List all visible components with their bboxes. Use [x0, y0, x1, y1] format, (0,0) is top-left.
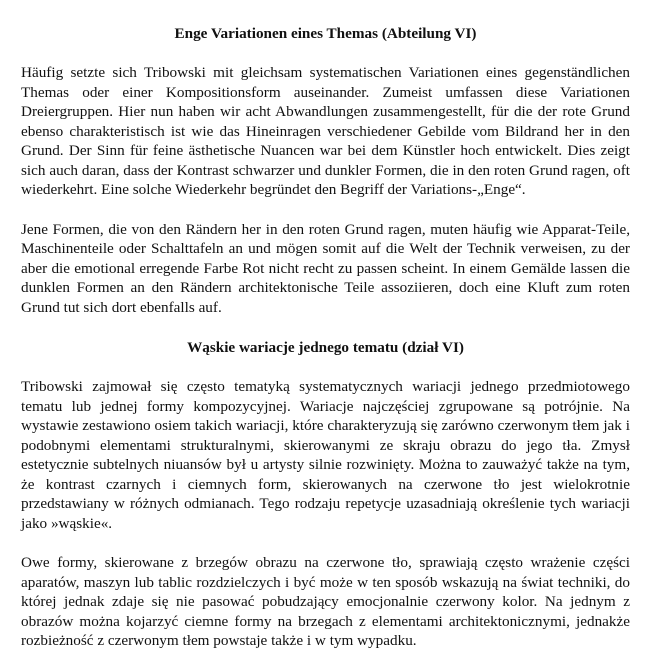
- section-title-polish: Wąskie wariacje jednego tematu (dział VI): [187, 339, 464, 356]
- paragraph-german-2: Jene Formen, die von den Rändern her in den roten Grund ragen, muten häufig wie Apparat-Teile, Maschinenteile oder Schalttafeln an und mögen somit auf die Welt der Technik verweisen, zu der aber die emotional erregende Farbe Rot nicht recht zu passen scheint. In einem Gemälde lassen die dunklen Formen an den Rändern architektonische Teile assoziieren, doch eine Kluft zum roten Grund tut sich dort ebenfalls auf.: [21, 220, 630, 316]
- paragraph-polish-1: Tribowski zajmował się często tematyką systematycznych wariacji jednego przedmiotowego tematu lub jednej formy kompozycyjnej. Wariacje najczęściej zgrupowane są potrójnie. Na wystawie zestawiono osiem takich wariacji, które charakteryzują się zarówno czerwonym tłem jak i podobnymi elementami strukturalnymi, skierowanymi ze skraju obrazu do jego tła. Zmysł estetycznie subtelnych niuansów był u artysty silnie rozwinięty. Można to zauważyć także na tym, że kontrast czarnych i ciemnych form, skierowanych na czerwone tło jest wielokrotnie przedstawiany w różnych odmianach. Tego rodzaju repetycje uzasadniają określenie tych wariacji jako »wąskie«.: [21, 378, 630, 532]
- paragraph-german-1: Häufig setzte sich Tribowski mit gleichsam systematischen Variationen eines gegenständlichen Themas oder einer Kompositionsform auseinander. Zumeist umfassen diese Variationen Dreiergruppen. Hier nun haben wir acht Abwandlungen zusammengestellt, für die der rote Grund ebenso charakteristisch ist wie das Hineinragen verschiedener Gebilde vom Bildrand her in den Grund. Der Sinn für feine ästhetische Nuancen war bei dem Künstler hoch entwickelt. Dies zeigt sich auch daran, dass der Kontrast schwarzer und dunkler Formen, die in den roten Grund ragen, oft wiederkehrt. Eine solche Wiederkehr begründet den Begriff der Variations-„Enge“.: [21, 64, 630, 198]
- section-title-german: Enge Variationen eines Themas (Abteilung VI): [174, 25, 477, 42]
- paragraph-polish-2: Owe formy, skierowane z brzegów obrazu na czerwone tło, sprawiają często wrażenie części aparatów, maszyn lub tablic rozdzielczych i być może w ten sposób wskazują na świat techniki, do której jednak zdaje się nie pasować pobudzający emocjonalnie czerwony kolor. Na jednym z obrazów można kojarzyć ciemne formy na brzegach z elementami architektonicznymi, jednakże rozbieżność z czerwonym tłem powstaje także i w tym wypadku.: [21, 554, 630, 649]
